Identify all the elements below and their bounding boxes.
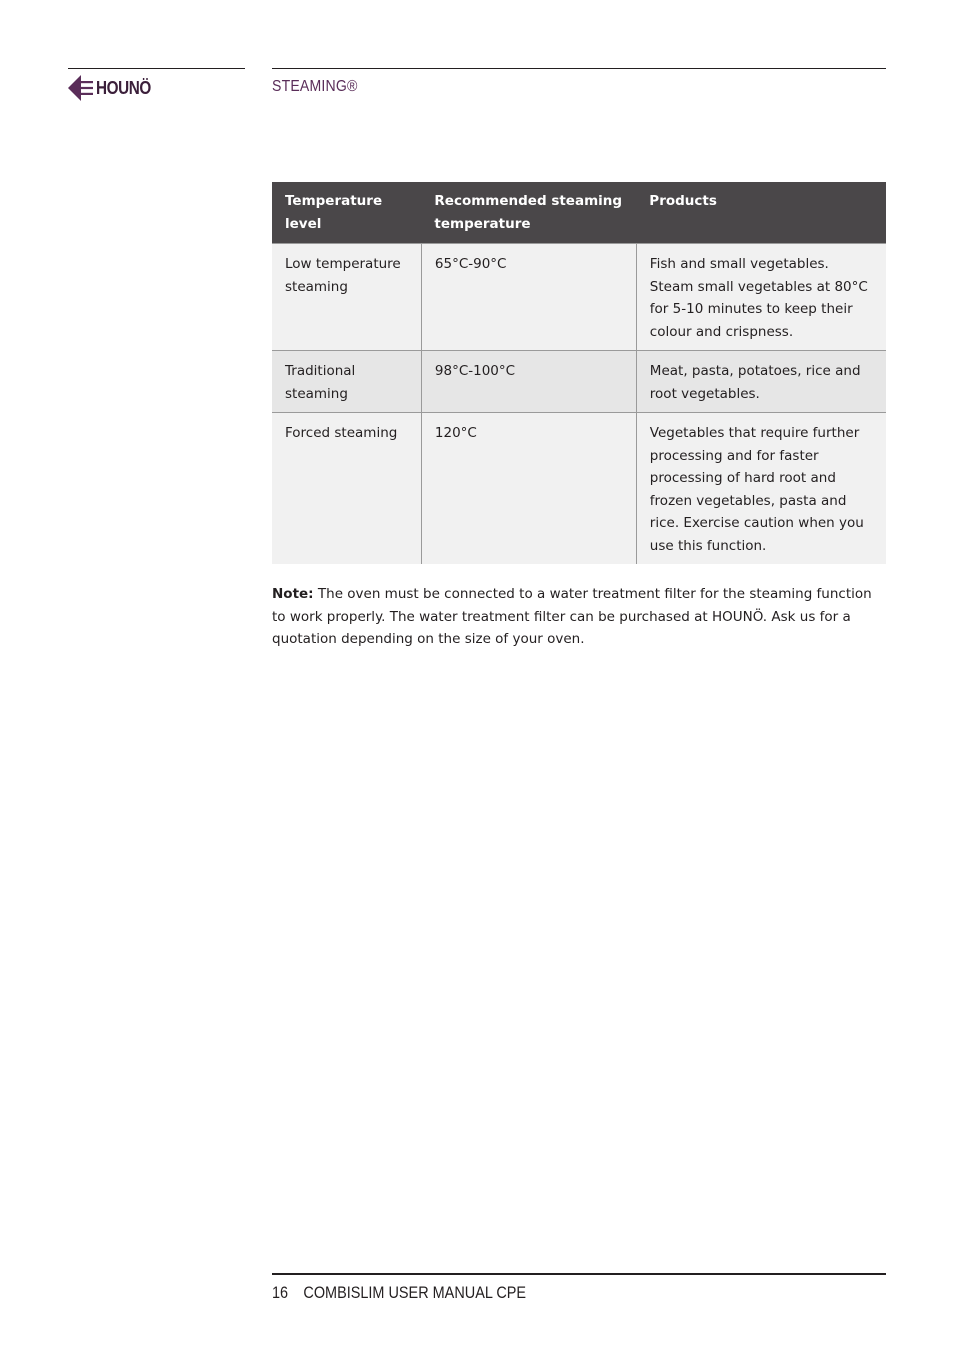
cell-products: Fish and small vegetables. Steam small vegetables at 80°C for 5-10 minutes to keep their colour and crispness. [636, 244, 886, 351]
table-header-row [272, 182, 886, 244]
cell-temperature: 120°C [421, 413, 636, 565]
note-label: Note: [272, 586, 314, 602]
page-number: 16 [272, 1283, 289, 1302]
table-row [272, 413, 886, 565]
houno-logo-icon [68, 74, 94, 102]
column-header-temperature-level: Temperature level [272, 182, 421, 244]
note-text: The oven must be connected to a water treatment filter for the steaming function to work properly. The water treatment filter can be purchased at HOUNÖ. Ask us for a quotation depending on the size of your oven. [272, 586, 872, 647]
table-row [272, 244, 886, 351]
cell-level: Forced steaming [272, 413, 421, 565]
table-row [272, 351, 886, 413]
page-footer [272, 1283, 526, 1303]
column-header-products: Products [636, 182, 886, 244]
houno-logo [68, 74, 161, 102]
steaming-table [272, 182, 886, 564]
header-rule-right [272, 68, 886, 69]
cell-level: Traditional steaming [272, 351, 421, 413]
logo-wordmark: HOUNÖ [96, 77, 151, 98]
manual-title: COMBISLIM USER MANUAL CPE [303, 1283, 527, 1302]
cell-products: Vegetables that require further processing and for faster processing of hard root and frozen vegetables, pasta and rice. Exercise caution when you use this function. [636, 413, 886, 565]
section-title: STEAMING® [272, 78, 358, 95]
cell-temperature: 98°C-100°C [421, 351, 636, 413]
cell-level: Low temperature steaming [272, 244, 421, 351]
header-rule-left [68, 68, 245, 69]
cell-temperature: 65°C-90°C [421, 244, 636, 351]
footer-rule [272, 1273, 886, 1275]
note-paragraph [272, 583, 886, 651]
column-header-recommended-temperature: Recommended steaming temperature [421, 182, 636, 244]
cell-products: Meat, pasta, potatoes, rice and root vegetables. [636, 351, 886, 413]
